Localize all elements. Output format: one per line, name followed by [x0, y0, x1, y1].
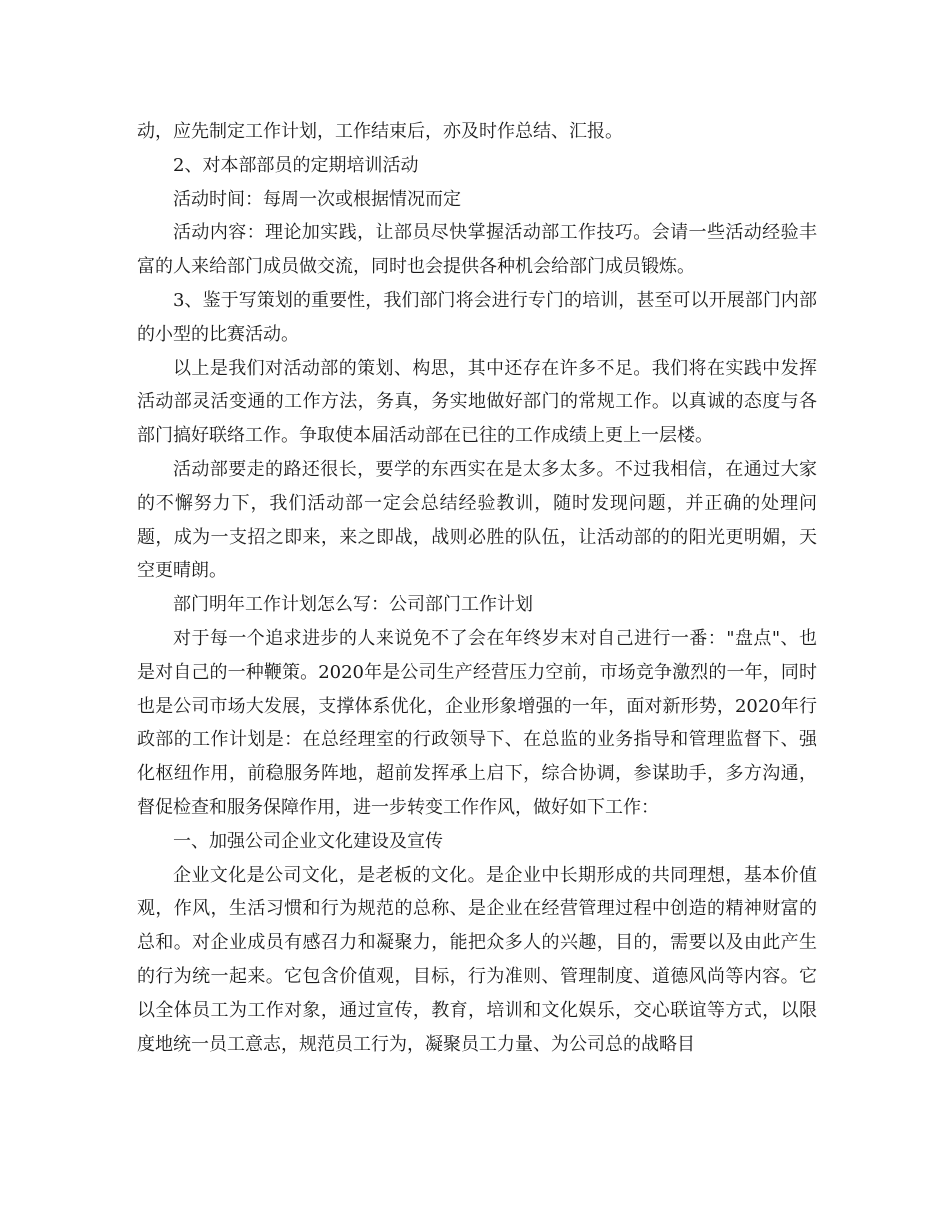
paragraph: 对于每一个追求进步的人来说免不了会在年终岁末对自己进行一番："盘点"、也是对自己的一种鞭策。2020年是公司生产经营压力空前，市场竞争激烈的一年，同时也是公司市场大发展，支撑体系优化，企业形象增强的一年，面对新形势，2020年行政部的工作计划是：在总经理室的行政领导下、在总监的业务指导和管理监督下、强化枢纽作用，前稳服务阵地，超前发挥承上启下，综合协调，参谋助手，多方沟通，督促检查和服务保障作用，进一步转变工作作风，做好如下工作： [137, 627, 817, 818]
paragraph: 企业文化是公司文化，是老板的文化。是企业中长期形成的共同理想，基本价值观，作风，生活习惯和行为规范的总称、是企业在经营管理过程中创造的精神财富的总和。对企业成员有感召力和凝聚力，能把众多人的兴趣，目的，需要以及由此产生的行为统一起来。它包含价值观，目标，行为准则、管理制度、道德风尚等内容。它以全体员工为工作对象，通过宣传，教育，培训和文化娱乐，交心联谊等方式，以限度地统一员工意志，规范员工行为，凝聚员工力量、为公司总的战略目 [137, 864, 817, 1055]
section-subtitle: 部门明年工作计划怎么写：公司部门工作计划 [173, 594, 533, 616]
paragraph: 活动时间：每周一次或根据情况而定 [173, 188, 461, 210]
paragraph: 2、对本部部员的定期培训活动 [173, 154, 419, 176]
paragraph: 3、鉴于写策划的重要性，我们部门将会进行专门的培训，甚至可以开展部门内部的小型的比赛活动。 [137, 289, 817, 345]
paragraph: 活动内容：理论加实践，让部员尽快掌握活动部工作技巧。会请一些活动经验丰富的人来给部门成员做交流，同时也会提供各种机会给部门成员锻炼。 [137, 222, 817, 278]
document-body [137, 115, 817, 1061]
paragraph: 活动部要走的路还很长，要学的东西实在是太多太多。不过我相信，在通过大家的不懈努力下，我们活动部一定会总结经验教训，随时发现问题，并正确的处理问题，成为一支招之即来，来之即战，战则必胜的队伍，让活动部的的阳光更明媚，天空更晴朗。 [137, 458, 817, 582]
section-heading: 一、加强公司企业文化建设及宣传 [173, 830, 443, 852]
paragraph: 动，应先制定工作计划，工作结束后，亦及时作总结、汇报。 [137, 121, 623, 142]
paragraph: 以上是我们对活动部的策划、构思，其中还存在许多不足。我们将在实践中发挥活动部灵活变通的工作方法，务真，务实地做好部门的常规工作。以真诚的态度与各部门搞好联络工作。争取使本届活动部在已往的工作成绩上更上一层楼。 [137, 357, 817, 447]
